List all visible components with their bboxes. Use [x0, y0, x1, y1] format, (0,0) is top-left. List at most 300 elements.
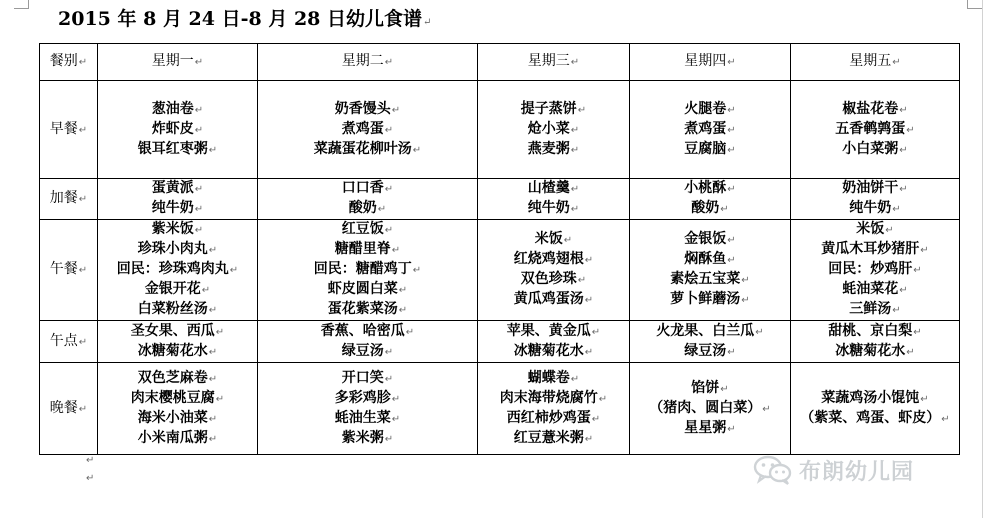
dish-name: 多彩鸡胗: [334, 389, 391, 406]
paragraph-mark: ↵: [391, 104, 401, 116]
paragraph-mark: ↵: [384, 346, 394, 358]
menu-cell: [478, 363, 630, 455]
menu-cell: [791, 81, 960, 179]
dish-name: 金银开花: [144, 281, 201, 297]
dish-item: [630, 140, 790, 160]
paragraph-mark: ↵: [384, 184, 394, 195]
menu-cell: [98, 81, 258, 179]
dish-name: 冰糖菊花水: [137, 342, 208, 359]
paragraph-mark: ↵: [423, 17, 432, 28]
paragraph-mark: ↵: [412, 265, 422, 276]
dish-item: [478, 120, 629, 140]
dish-item: [478, 389, 629, 409]
paragraph-mark: ↵: [194, 57, 204, 68]
paragraph-mark: ↵: [78, 336, 88, 348]
dish-name: 蚝油菜花: [842, 281, 899, 297]
dish-item: [98, 369, 257, 389]
menu-cell: [98, 321, 258, 363]
paragraph-mark: ↵: [384, 373, 394, 385]
menu-cell: [791, 363, 960, 455]
dish-item: [791, 280, 959, 300]
paragraph-mark: ↵: [208, 245, 218, 256]
dish-item: [630, 290, 790, 310]
paragraph-mark: ↵: [208, 305, 218, 316]
menu-cell: [791, 179, 960, 220]
page-corner-mark-left: [14, 0, 29, 9]
paragraph-mark: ↵: [384, 225, 394, 236]
dish-item: [791, 260, 959, 280]
dish-item: [258, 389, 477, 409]
paragraph-mark: ↵: [741, 295, 750, 306]
dish-item: [478, 140, 629, 160]
day-header-cell: [98, 44, 258, 81]
dish-item: [98, 300, 257, 320]
dish-item: [258, 322, 477, 342]
menu-cell: [630, 179, 791, 220]
paragraph-mark: ↵: [892, 57, 901, 68]
dish-item: [791, 140, 959, 160]
meal-row: [40, 220, 960, 321]
dish-name: 米饭: [856, 221, 885, 237]
dish-item: [630, 100, 790, 120]
meal-label-cell: [40, 81, 98, 179]
dish-item: [258, 342, 477, 362]
dish-name: 纯牛奶: [849, 200, 892, 216]
paragraph-mark: ↵: [194, 104, 204, 116]
dish-item: [98, 280, 257, 300]
dish-item: [478, 270, 629, 290]
paragraph-mark: ↵: [577, 275, 587, 286]
paragraph-mark: ↵: [727, 255, 736, 266]
dish-name: 绿豆汤: [684, 342, 727, 359]
dish-name: 冰糖菊花水: [835, 342, 906, 359]
dish-name: 蛋黄派: [151, 180, 194, 196]
day-header-cell: [630, 44, 791, 81]
dish-item: [258, 300, 477, 320]
dish-name: 甜桃、京白梨: [828, 322, 913, 339]
dish-item: [478, 250, 629, 270]
dish-item: [791, 342, 959, 362]
meal-row: [40, 363, 960, 455]
dish-name: 开口笑: [341, 369, 384, 386]
paragraph-mark: ↵: [720, 204, 729, 215]
meal-row: [40, 179, 960, 220]
dish-item: [98, 260, 257, 280]
paragraph-mark: ↵: [78, 124, 88, 136]
dish-name: 星星粥: [684, 419, 727, 436]
dish-item: [630, 250, 790, 270]
dish-item: [258, 260, 477, 280]
paragraph-mark: ↵: [885, 225, 894, 236]
paragraph-mark: ↵: [727, 57, 736, 68]
paragraph-mark: ↵: [591, 413, 601, 425]
menu-body: [40, 81, 960, 455]
dish-name: 火龙果、白兰瓜: [656, 322, 755, 339]
paragraph-mark: ↵: [584, 295, 594, 306]
dish-item: [258, 240, 477, 260]
meal-row: [40, 321, 960, 363]
dish-item: [98, 179, 257, 199]
day-header-cell: [478, 44, 630, 81]
dish-name: 菜蔬蛋花柳叶汤: [313, 140, 412, 157]
dish-item: [630, 322, 790, 342]
meal-label: 午点: [49, 332, 78, 349]
dish-name: 回民：糖醋鸡丁: [313, 261, 412, 277]
dish-item: [258, 120, 477, 140]
paragraph-mark: ↵: [584, 255, 594, 266]
dish-name: 煮鸡蛋: [684, 120, 727, 137]
dish-name: 素烩五宝菜: [670, 271, 741, 287]
dish-name: 双色芝麻卷: [137, 369, 208, 386]
paragraph-mark: ↵: [727, 235, 736, 246]
dish-name: 小白菜粥: [842, 140, 899, 157]
dish-item: [630, 379, 790, 399]
paragraph-mark: ↵: [584, 346, 594, 358]
paragraph-mark: ↵: [570, 204, 580, 215]
dish-name: 炝小菜: [527, 120, 570, 137]
dish-name: 红豆薏米粥: [513, 429, 584, 446]
dish-name: 回民：炒鸡肝: [828, 261, 913, 277]
meal-label: 加餐: [49, 190, 78, 206]
dish-name: 奶油饼干: [842, 180, 899, 196]
dish-item: [258, 220, 477, 240]
paragraph-mark: ↵: [727, 346, 736, 358]
dish-name: 豆腐脑: [684, 140, 727, 157]
dish-name: 奶香馒头: [334, 100, 391, 117]
paragraph-mark: ↵: [570, 124, 580, 136]
dish-item: [478, 429, 629, 449]
paragraph-mark: ↵: [78, 265, 88, 276]
paragraph-mark: ↵: [570, 373, 580, 385]
dish-name: 焖酥鱼: [684, 251, 727, 267]
dish-name: 蛋花紫菜汤: [327, 301, 398, 317]
dish-name: 肉末樱桃豆腐: [130, 389, 215, 406]
dish-name: 红豆饭: [341, 221, 384, 237]
dish-name: （猪肉、圆白菜）: [649, 399, 762, 416]
watermark-text: 布朗幼儿园: [799, 459, 915, 485]
dish-name: 绿豆汤: [341, 342, 384, 359]
dish-item: [630, 230, 790, 250]
watermark: [753, 455, 914, 485]
dish-name: 燕麦粥: [527, 140, 570, 157]
paragraph-mark: ↵: [391, 393, 401, 405]
dish-item: [791, 120, 959, 140]
menu-cell: [98, 363, 258, 455]
menu-table: [39, 43, 960, 455]
paragraph-mark: ↵: [913, 326, 922, 338]
paragraph-mark: ↵: [892, 204, 901, 215]
meal-label: 早餐: [49, 120, 78, 137]
dish-item: [98, 409, 257, 429]
paragraph-mark: ↵: [208, 433, 218, 445]
dish-item: [258, 409, 477, 429]
paragraph-mark: ↵: [86, 455, 95, 466]
dish-item: [258, 280, 477, 300]
meal-label: 午餐: [49, 261, 78, 277]
paragraph-mark: ↵: [384, 124, 394, 136]
dish-name: 蚝油生菜: [334, 409, 391, 426]
dish-name: 糖醋里脊: [334, 241, 391, 257]
dish-item: [791, 179, 959, 199]
menu-cell: [478, 179, 630, 220]
dish-item: [791, 100, 959, 120]
dish-name: 椒盐花卷: [842, 100, 899, 117]
paragraph-mark: ↵: [591, 326, 601, 338]
dish-item: [630, 419, 790, 439]
dish-name: 回民：珍珠鸡肉丸: [116, 261, 229, 277]
day-header-cell: [258, 44, 478, 81]
paragraph-mark: ↵: [201, 285, 211, 296]
dish-item: [98, 322, 257, 342]
menu-cell: [258, 363, 478, 455]
paragraph-mark: ↵: [727, 423, 736, 435]
dish-name: 香蕉、哈密瓜: [320, 322, 405, 339]
paragraph-mark: ↵: [384, 57, 394, 68]
dish-name: 火腿卷: [684, 100, 727, 117]
dish-name: 紫米饭: [151, 221, 194, 237]
menu-cell: [258, 321, 478, 363]
meal-label-cell: [40, 363, 98, 455]
paragraph-mark: ↵: [892, 305, 901, 316]
dish-name: 黄瓜鸡蛋汤: [513, 291, 584, 307]
paragraph-mark: ↵: [920, 393, 929, 405]
menu-cell: [258, 81, 478, 179]
paragraph-mark: ↵: [405, 326, 415, 338]
meal-label-cell: [40, 321, 98, 363]
menu-cell: [630, 321, 791, 363]
dish-name: 蝴蝶卷: [527, 369, 570, 386]
dish-item: [478, 290, 629, 310]
menu-cell: [791, 321, 960, 363]
day-label: 星期四: [684, 53, 727, 69]
paragraph-mark: ↵: [563, 235, 573, 246]
dish-name: 纯牛奶: [151, 200, 194, 216]
dish-name: 馅饼: [691, 379, 720, 396]
dish-name: 双色珍珠: [520, 271, 577, 287]
dish-item: [791, 409, 959, 429]
dish-item: [791, 300, 959, 320]
paragraph-mark: ↵: [78, 57, 88, 68]
menu-title-text: 2015 年 8 月 24 日-8 月 28 日幼儿食谱: [58, 8, 423, 30]
dish-name: 黄瓜木耳炒猪肝: [821, 241, 920, 257]
dish-item: [258, 199, 477, 219]
paragraph-mark: ↵: [755, 326, 764, 338]
dish-item: [478, 342, 629, 362]
dish-name: 山楂羹: [527, 180, 570, 196]
dish-item: [630, 342, 790, 362]
paragraph-mark: ↵: [727, 184, 736, 195]
page-margin-line: [982, 0, 983, 518]
paragraph-mark: ↵: [391, 245, 401, 256]
dish-item: [791, 322, 959, 342]
paragraph-mark: ↵: [208, 346, 218, 358]
header-row: [40, 44, 960, 81]
dish-item: [791, 389, 959, 409]
dish-name: 米饭: [534, 231, 563, 247]
paragraph-mark: ↵: [208, 413, 218, 425]
dish-item: [98, 389, 257, 409]
paragraph-mark: ↵: [762, 403, 771, 415]
menu-cell: [478, 81, 630, 179]
paragraph-mark: ↵: [584, 433, 594, 445]
dish-item: [630, 270, 790, 290]
dish-name: 炸虾皮: [151, 120, 194, 137]
dish-name: 三鲜汤: [849, 301, 892, 317]
dish-name: 白菜粉丝汤: [137, 301, 208, 317]
menu-cell: [630, 363, 791, 455]
paragraph-mark: ↵: [570, 184, 580, 195]
menu-cell: [478, 220, 630, 321]
dish-item: [98, 429, 257, 449]
paragraph-mark: ↵: [194, 124, 204, 136]
dish-name: 口口香: [341, 180, 384, 196]
paragraph-mark: ↵: [720, 383, 729, 395]
dish-item: [791, 220, 959, 240]
dish-item: [791, 199, 959, 219]
dish-name: 珍珠小肉丸: [137, 241, 208, 257]
paragraph-mark: ↵: [577, 104, 587, 116]
dish-item: [98, 140, 257, 160]
dish-item: [630, 199, 790, 219]
paragraph-mark: ↵: [208, 144, 218, 156]
dish-name: 红烧鸡翅根: [513, 251, 584, 267]
meal-label: 晚餐: [49, 399, 78, 416]
paragraph-mark: ↵: [906, 124, 915, 136]
dish-name: 小桃酥: [684, 180, 727, 196]
paragraph-mark: ↵: [899, 285, 908, 296]
dish-item: [98, 220, 257, 240]
paragraph-mark: ↵: [906, 346, 915, 358]
day-label: 星期一: [151, 53, 194, 69]
paragraph-mark: ↵: [78, 403, 88, 415]
day-label: 星期五: [849, 53, 892, 69]
dish-name: 葱油卷: [151, 100, 194, 117]
dish-item: [98, 240, 257, 260]
paragraph-mark: ↵: [727, 124, 736, 136]
dish-item: [478, 199, 629, 219]
dish-item: [791, 240, 959, 260]
dish-item: [478, 409, 629, 429]
paragraph-mark: ↵: [941, 413, 950, 425]
dish-item: [478, 100, 629, 120]
dish-item: [478, 179, 629, 199]
dish-name: 圣女果、西瓜: [130, 322, 215, 339]
dish-name: （紫菜、鸡蛋、虾皮）: [800, 409, 941, 426]
paragraph-mark: ↵: [727, 144, 736, 156]
dish-name: 紫米粥: [341, 429, 384, 446]
paragraph-mark: ↵: [727, 104, 736, 116]
dish-name: 酸奶: [691, 200, 720, 216]
dish-name: 西红柿炒鸡蛋: [506, 409, 591, 426]
dish-name: 银耳红枣粥: [137, 140, 208, 157]
paragraph-mark: ↵: [899, 104, 908, 116]
menu-cell: [630, 81, 791, 179]
paragraph-mark: ↵: [208, 373, 218, 385]
dish-item: [98, 100, 257, 120]
day-label: 星期三: [527, 53, 570, 69]
dish-item: [98, 199, 257, 219]
day-label: 星期二: [341, 53, 384, 69]
dish-item: [258, 179, 477, 199]
dish-name: 纯牛奶: [527, 200, 570, 216]
dish-name: 五香鹌鹑蛋: [835, 120, 906, 137]
dish-item: [630, 120, 790, 140]
paragraph-mark: ↵: [229, 265, 239, 276]
meal-label-cell: [40, 179, 98, 220]
paragraph-mark: ↵: [377, 204, 387, 215]
paragraph-mark: ↵: [398, 305, 408, 316]
paragraph-mark: ↵: [570, 144, 580, 156]
paragraph-mark: ↵: [78, 194, 88, 205]
paragraph-mark: ↵: [194, 204, 204, 215]
paragraph-mark: ↵: [194, 225, 204, 236]
paragraph-mark: ↵: [391, 413, 401, 425]
corner-label: 餐别: [49, 53, 78, 69]
dish-name: 虾皮圆白菜: [327, 281, 398, 297]
dish-item: [258, 140, 477, 160]
dish-item: [630, 399, 790, 419]
dish-item: [258, 100, 477, 120]
meal-label-cell: [40, 220, 98, 321]
paragraph-mark: ↵: [384, 433, 394, 445]
corner-header-cell: [40, 44, 98, 81]
dish-item: [98, 120, 257, 140]
paragraph-mark: ↵: [741, 275, 750, 286]
menu-cell: [98, 179, 258, 220]
dish-item: [478, 322, 629, 342]
day-header-cell: [791, 44, 960, 81]
paragraph-mark: ↵: [215, 326, 225, 338]
dish-name: 肉末海带烧腐竹: [499, 389, 598, 406]
dish-item: [258, 429, 477, 449]
paragraph-mark: ↵: [215, 393, 225, 405]
paragraph-mark: ↵: [86, 473, 95, 484]
meal-row: [40, 81, 960, 179]
paragraph-mark: ↵: [398, 285, 408, 296]
paragraph-mark: ↵: [899, 184, 908, 195]
dish-name: 小米南瓜粥: [137, 429, 208, 446]
dish-name: 煮鸡蛋: [341, 120, 384, 137]
wechat-icon: [753, 455, 793, 485]
page-corner-mark-right: [967, 0, 982, 9]
dish-name: 金银饭: [684, 231, 727, 247]
dish-name: 萝卜鲜蘑汤: [670, 291, 741, 307]
menu-cell: [630, 220, 791, 321]
menu-title: [58, 6, 431, 32]
paragraph-mark: ↵: [412, 144, 422, 156]
paragraph-mark: ↵: [913, 265, 922, 276]
dish-item: [478, 369, 629, 389]
dish-name: 菜蔬鸡汤小馄饨: [821, 389, 920, 406]
dish-name: 海米小油菜: [137, 409, 208, 426]
dish-item: [478, 230, 629, 250]
menu-cell: [791, 220, 960, 321]
paragraph-mark: ↵: [598, 393, 608, 405]
dish-item: [630, 179, 790, 199]
dish-name: 冰糖菊花水: [513, 342, 584, 359]
paragraph-mark: ↵: [570, 57, 580, 68]
paragraph-mark: ↵: [899, 144, 908, 156]
paragraph-mark: ↵: [920, 245, 929, 256]
dish-item: [258, 369, 477, 389]
menu-cell: [478, 321, 630, 363]
menu-cell: [98, 220, 258, 321]
menu-cell: [258, 220, 478, 321]
dish-name: 酸奶: [348, 200, 377, 216]
paragraph-mark: ↵: [194, 184, 204, 195]
dish-name: 苹果、黄金瓜: [506, 322, 591, 339]
dish-item: [98, 342, 257, 362]
